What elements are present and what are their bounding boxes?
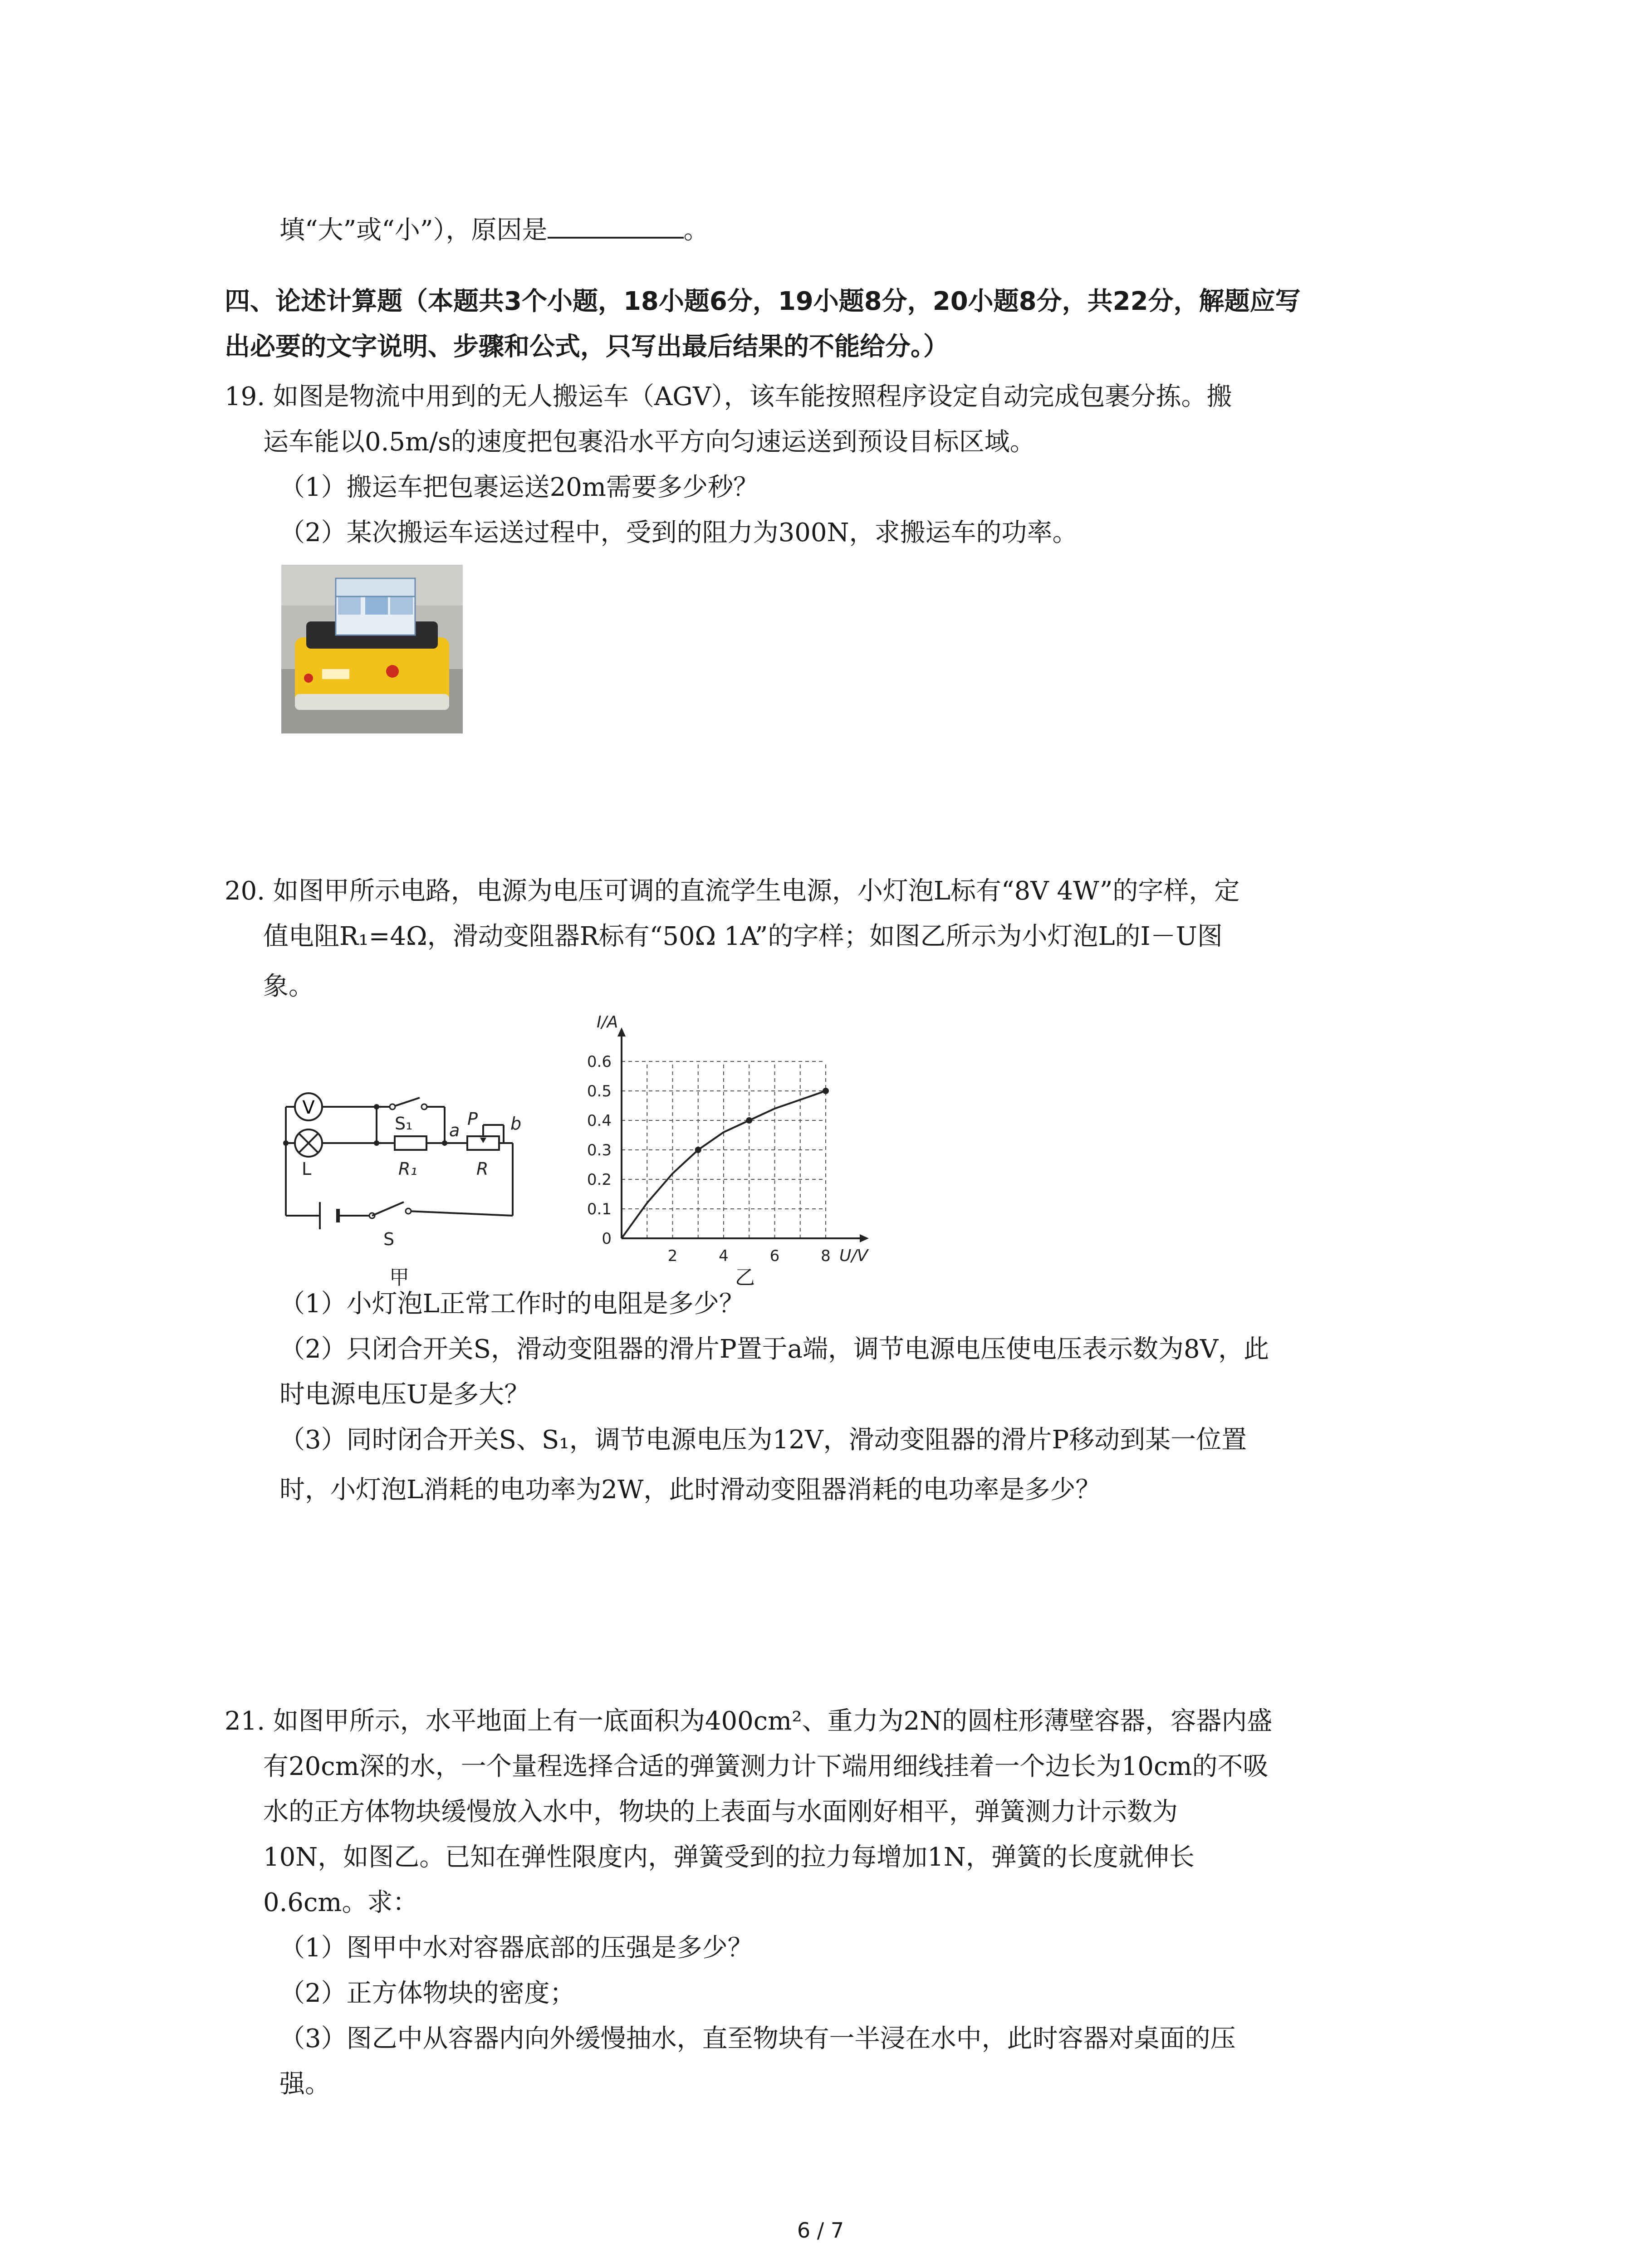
y-tick-label: 0.5 xyxy=(587,1082,612,1100)
y-tick-label: 0.2 xyxy=(587,1171,612,1189)
figure-caption-jia: 甲 xyxy=(389,1266,409,1289)
y-tick-label: 0 xyxy=(602,1230,612,1248)
figure-caption-yi: 乙 xyxy=(735,1266,755,1289)
y-tick-label: 0.4 xyxy=(587,1112,612,1130)
answer-blank xyxy=(548,213,684,239)
section-title: 四、论述计算题（本题共3个小题，18小题6分，19小题8分，20小题8分，共22分，解题应写 xyxy=(225,287,1301,316)
x-tick-label: 2 xyxy=(667,1247,678,1265)
voltmeter-label: V xyxy=(302,1097,315,1118)
question-21-stem: 有20cm深的水，一个量程选择合适的弹簧测力计下端用细线挂着一个边长为10cm的不吸 xyxy=(263,1752,1269,1781)
agv-photo xyxy=(281,565,463,733)
question-21-stem: 水的正方体物块缓慢放入水中，物块的上表面与水面刚好相平，弹簧测力计示数为 xyxy=(263,1797,1178,1827)
terminal-b-label: b xyxy=(510,1114,522,1134)
question-21-part: （1）图甲中水对容器底部的压强是多少？ xyxy=(279,1933,753,1963)
question-21-part: （2）正方体物块的密度； xyxy=(279,1979,575,2008)
lamp-label: L xyxy=(302,1159,312,1179)
y-tick-label: 0.6 xyxy=(587,1053,612,1071)
resistor-r1-label: R₁ xyxy=(398,1159,417,1179)
question-20-part: （1）小灯泡L正常工作时的电阻是多少？ xyxy=(279,1289,745,1319)
question-19-part: （2）某次搬运车运送过程中，受到的阻力为300N，求搬运车的功率。 xyxy=(279,518,1078,547)
slider-p-label: P xyxy=(467,1109,478,1129)
question-20-part: （3）同时闭合开关S、S₁，调节电源电压为12V，滑动变阻器的滑片P移动到某一位置 xyxy=(279,1425,1247,1455)
question-21-stem: 10N，如图乙。已知在弹性限度内，弹簧受到的拉力每增加1N，弹簧的长度就伸长 xyxy=(263,1843,1195,1872)
agv-illustration xyxy=(281,565,463,733)
rheostat-label: R xyxy=(476,1159,489,1179)
question-21-stem: 21. 如图甲所示，水平地面上有一底面积为400cm²、重力为2N的圆柱形薄壁容器，容器内盛 xyxy=(225,1706,1273,1736)
x-tick-label: 4 xyxy=(719,1247,729,1265)
x-axis-label: U/V xyxy=(839,1246,868,1265)
line-text: 。 xyxy=(683,215,709,245)
x-tick-label: 8 xyxy=(821,1247,831,1265)
question-20-stem: 值电阻R₁=4Ω，滑动变阻器R标有“50Ω 1A”的字样；如图乙所示为小灯泡L的I－U图 xyxy=(263,922,1223,951)
switch-s-label: S xyxy=(383,1229,395,1249)
switch-s1-label: S₁ xyxy=(395,1114,413,1134)
x-tick-label: 6 xyxy=(769,1247,780,1265)
question-21-stem: 0.6cm。求： xyxy=(263,1888,418,1917)
y-axis-label: I/A xyxy=(597,1013,618,1031)
question-19-part: （1）搬运车把包裹运送20m需要多少秒？ xyxy=(279,473,759,502)
y-tick-label: 0.3 xyxy=(587,1141,612,1159)
question-20-part: 时，小灯泡L消耗的电功率为2W，此时滑动变阻器消耗的电功率是多少？ xyxy=(279,1475,1101,1505)
question-19-stem: 运车能以0.5m/s的速度把包裹沿水平方向匀速运送到预设目标区域。 xyxy=(263,427,1035,457)
y-tick-label: 0.1 xyxy=(587,1200,612,1218)
circuit-diagram xyxy=(277,1080,535,1270)
question-20-stem: 20. 如图甲所示电路，电源为电压可调的直流学生电源，小灯泡L标有“8V 4W”的字样，定 xyxy=(225,876,1240,906)
data-point xyxy=(695,1147,701,1153)
iu-chart xyxy=(558,1012,903,1275)
question-21-part: 强。 xyxy=(279,2069,330,2099)
line-text: 填“大”或“小”），原因是 xyxy=(279,215,548,245)
data-point xyxy=(746,1117,752,1124)
x-axis-arrow xyxy=(860,1234,869,1242)
question-19-stem: 19. 如图是物流中用到的无人搬运车（AGV），该车能按照程序设定自动完成包裹分拣。搬 xyxy=(225,382,1232,411)
question-21-part: （3）图乙中从容器内向外缓慢抽水，直至物块有一半浸在水中，此时容器对桌面的压 xyxy=(279,2024,1236,2053)
fill-in-line xyxy=(279,213,709,246)
y-axis-arrow xyxy=(617,1027,626,1036)
question-20-part: （2）只闭合开关S，滑动变阻器的滑片P置于a端，调节电源电压使电压表示数为8V，此 xyxy=(279,1334,1269,1364)
question-20-part: 时电源电压U是多大？ xyxy=(279,1380,530,1409)
data-point xyxy=(823,1088,829,1094)
terminal-a-label: a xyxy=(449,1120,460,1140)
question-20-stem: 象。 xyxy=(263,972,314,1001)
page-number: 6 / 7 xyxy=(797,2218,844,2243)
section-title: 出必要的文字说明、步骤和公式，只写出最后结果的不能给分。） xyxy=(225,332,949,362)
